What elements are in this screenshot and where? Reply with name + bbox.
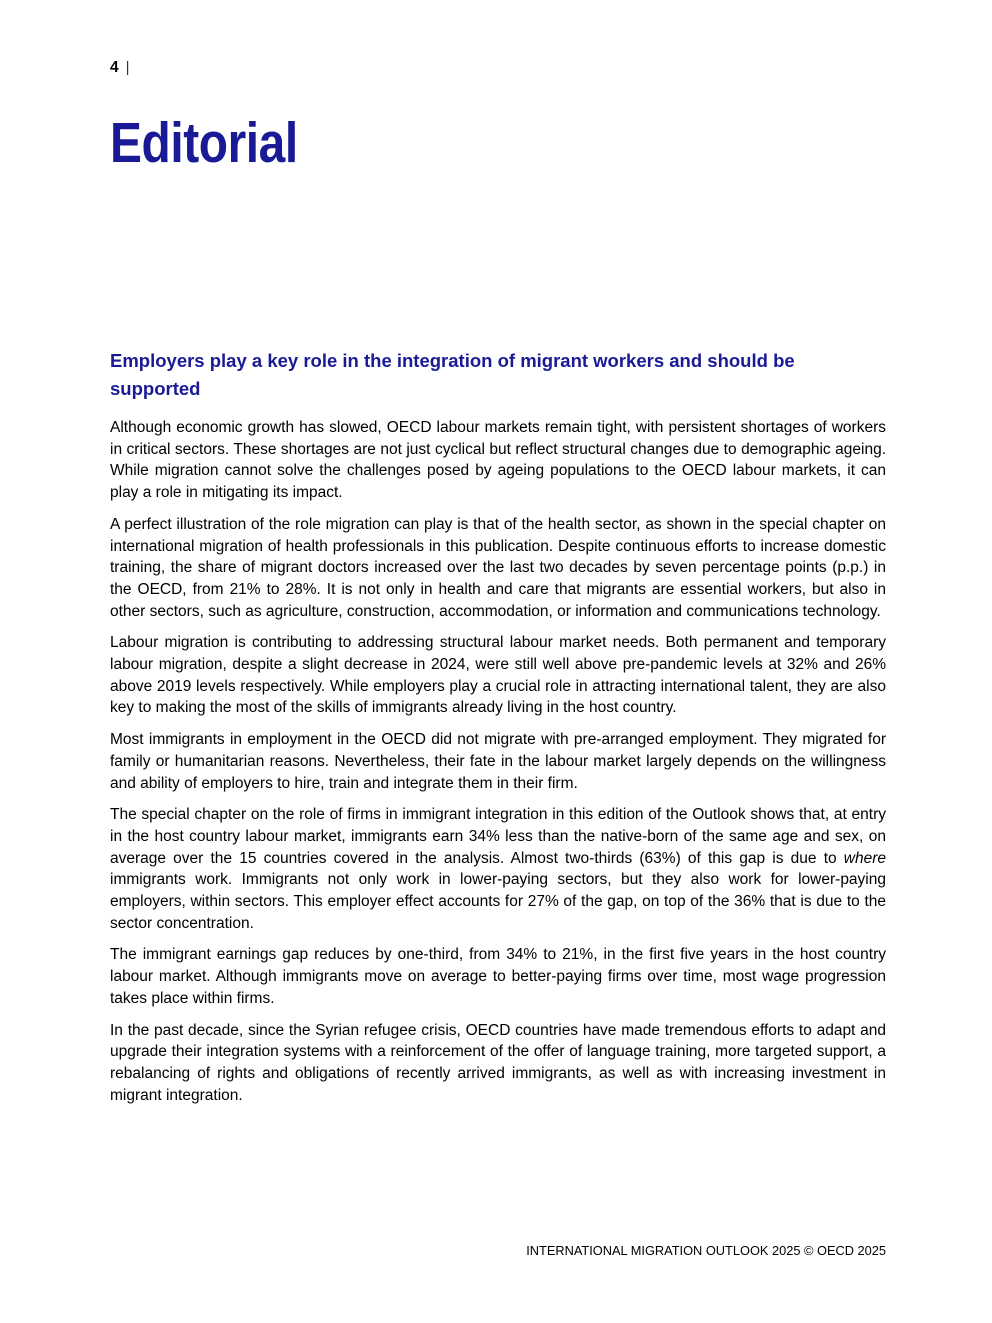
paragraph-pre-arranged-employment: Most immigrants in employment in the OECD did not migrate with pre-arranged employment. They migrated for family or humanitarian reasons. Nevertheless, their fate in the labour market largely depends on the willingness and ability of employers to hire, train and integrate them in their firm. bbox=[110, 731, 886, 792]
section-heading: Employers play a key role in the integration of migrant workers and should be supported bbox=[110, 350, 795, 399]
paragraph-health-sector: A perfect illustration of the role migration can play is that of the health sector, as shown in the special chapter on international migration of health professionals in this publication. Despite continuous efforts to increase domestic training, the share of migrant doctors increased over the last two decades by seven percentage points (p.p.) in the OECD, from 21% to 28%. It is not only in health and care that migrants are essential workers, but also in other sectors, such as agriculture, construction, accommodation, or information and communications technology. bbox=[110, 515, 886, 620]
paragraph-segment: The special chapter on the role of firms in immigrant integration in this edition of the Outlook shows that, at entry in the host country labour market, immigrants earn 34% less than the native-born of the same age and sex, on average over the 15 countries covered in the analysis. Almost two-thirds (63%) of this gap is due to bbox=[110, 806, 886, 867]
page-number-separator: | bbox=[125, 59, 130, 76]
footer-running-title: INTERNATIONAL MIGRATION OUTLOOK 2025 © OECD 2025 bbox=[526, 1243, 886, 1258]
body-text bbox=[110, 417, 886, 1116]
paragraph-integration-systems: In the past decade, since the Syrian refugee crisis, OECD countries have made tremendous efforts to adapt and upgrade their integration systems with a reinforcement of the offer of language training, more targeted support, a rebalancing of rights and obligations of recently arrived immigrants, as well as with increasing investment in migrant integration. bbox=[110, 1021, 886, 1104]
page-title: Editorial bbox=[110, 111, 298, 175]
page-number: 4 bbox=[110, 59, 119, 76]
page-header bbox=[110, 58, 130, 78]
paragraph-labour-migration: Labour migration is contributing to addressing structural labour market needs. Both permanent and temporary labour migration, despite a slight decrease in 2024, were still well above pre-pandemic levels at 32% and 26% above 2019 levels respectively. While employers play a crucial role in attracting international talent, they are also key to making the most of the skills of immigrants already living in the host country. bbox=[110, 634, 886, 717]
emphasized-word: where bbox=[843, 849, 886, 867]
paragraph-economic-growth: Although economic growth has slowed, OECD labour markets remain tight, with persistent shortages of workers in critical sectors. These shortages are not just cyclical but reflect structural changes due to demographic ageing. While migration cannot solve the challenges posed by ageing populations to the OECD labour markets, it can play a role in mitigating its impact. bbox=[110, 419, 886, 502]
paragraph-earnings-gap: The immigrant earnings gap reduces by one-third, from 34% to 21%, in the first five years in the host country labour market. Although immigrants move on average to better-paying firms over time, most wage progression takes place within firms. bbox=[110, 946, 886, 1007]
paragraph-firms-special-chapter bbox=[110, 804, 886, 934]
page-footer bbox=[110, 1242, 886, 1259]
paragraph-segment: immigrants work. Immigrants not only work in lower-paying sectors, but they also work for lower-paying employers, within sectors. This employer effect accounts for 27% of the gap, on top of the 36% that is due to the sector concentration. bbox=[110, 871, 886, 932]
